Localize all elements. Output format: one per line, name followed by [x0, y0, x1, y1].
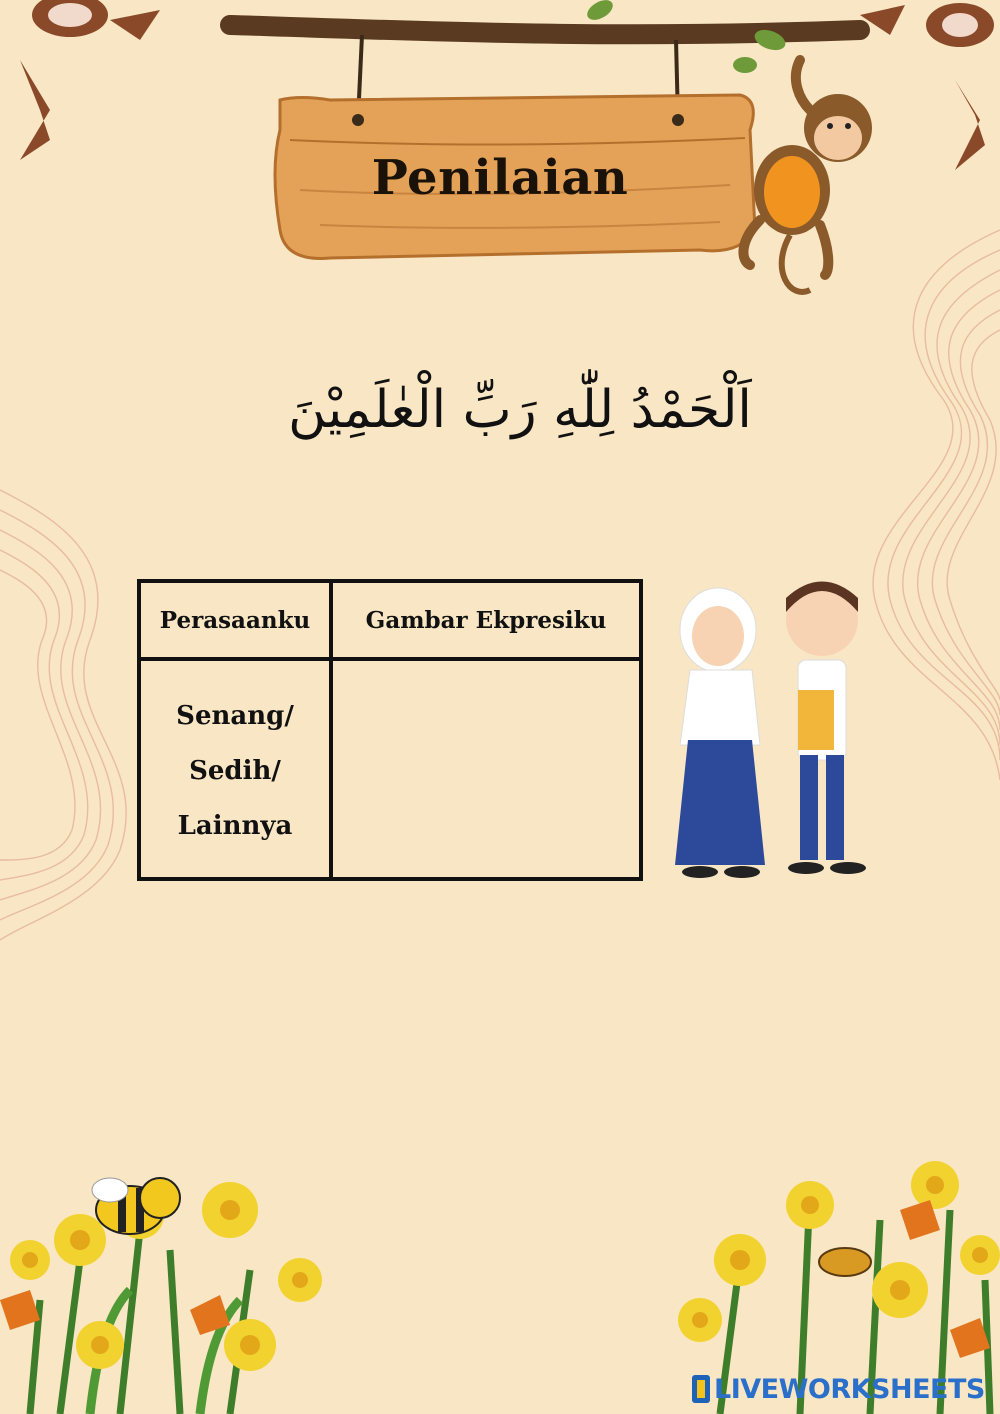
monkey: [743, 60, 872, 292]
liveworksheets-text: LIVEWORKSHEETS: [714, 1373, 985, 1405]
feeling-option: Lainnya: [177, 811, 293, 841]
header-feelings: Perasaanku: [139, 581, 331, 659]
wavy-lines-right: [873, 230, 1000, 780]
table-row: [139, 659, 641, 879]
expression-drawing-cell[interactable]: [331, 659, 641, 879]
corner-ornament-right: [860, 3, 994, 170]
corner-ornament-left: [20, 0, 160, 160]
wavy-lines-left: [0, 490, 126, 940]
feelings-cell: [139, 659, 331, 879]
feeling-option: Sedih/: [189, 756, 281, 786]
arabic-phrase: اَلْحَمْدُ لِلّٰهِ رَبِّ الْعٰلَمِيْنَ: [288, 380, 752, 440]
header-expression: Gambar Ekpresiku: [331, 581, 641, 659]
liveworksheets-icon: [692, 1375, 710, 1403]
student-girl: [675, 588, 765, 878]
assessment-table: [137, 579, 643, 881]
student-boy: [786, 582, 866, 875]
table-header-row: [139, 581, 641, 659]
liveworksheets-logo: [692, 1372, 985, 1406]
bee-cartoon: [92, 1178, 180, 1234]
page-title: Penilaian: [371, 150, 629, 206]
feeling-option: Senang/: [176, 701, 294, 731]
